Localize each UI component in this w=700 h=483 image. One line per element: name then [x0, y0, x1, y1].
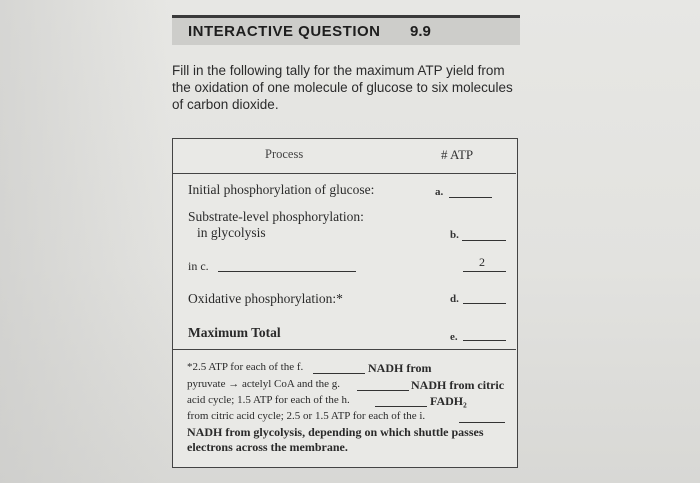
row-maximum-total: Maximum Total — [188, 325, 281, 340]
footnote-divider — [173, 349, 516, 350]
question-instructions — [172, 62, 532, 113]
row-initial-phosphorylation: Initial phosphorylation of glucose: — [188, 182, 375, 197]
footnote-text: acid cycle; 1.5 ATP for each of the h. — [187, 394, 350, 406]
row-in-c: in c. — [188, 259, 209, 273]
answer-blank-f[interactable] — [313, 373, 365, 374]
answer-blank-h[interactable] — [375, 406, 427, 407]
question-number: 9.9 — [410, 23, 431, 40]
row-substrate-level: Substrate-level phosphorylation: — [188, 209, 364, 224]
answer-blank-c[interactable] — [218, 271, 356, 272]
question-header — [172, 15, 520, 45]
answer-blank-a[interactable] — [449, 197, 492, 198]
footnote-text: NADH from glycolysis, depending on which shuttle passes — [187, 425, 484, 439]
answer-blank-b[interactable] — [462, 240, 506, 241]
column-header-atp: # ATP — [441, 147, 474, 162]
background-shadow — [0, 0, 170, 483]
answer-blank-g[interactable] — [357, 390, 409, 391]
answer-letter-b: b. — [450, 229, 459, 241]
question-title: INTERACTIVE QUESTION — [188, 23, 381, 40]
answer-blank-e[interactable] — [463, 340, 506, 341]
footnote-text: electrons across the membrane. — [187, 440, 348, 454]
answer-letter-a: a. — [435, 186, 444, 198]
answer-blank-d[interactable] — [463, 303, 506, 304]
instruction-line: of carbon dioxide. — [172, 97, 279, 112]
answer-underline-c — [463, 271, 506, 272]
answer-letter-e: e. — [450, 331, 458, 343]
footnote-text: FADH₂ — [430, 394, 467, 408]
answer-letter-d: d. — [450, 293, 459, 305]
row-substrate-glycolysis: in glycolysis — [197, 225, 266, 240]
footnote-text: from citric acid cycle; 2.5 or 1.5 ATP for each of the i. — [187, 410, 426, 422]
atp-tally-table — [172, 138, 518, 468]
answer-blank-i[interactable] — [459, 422, 505, 423]
footnote-text: NADH from — [368, 361, 432, 375]
footnote-text: pyruvate → actelyl CoA and the g. — [187, 378, 341, 390]
header-divider — [173, 173, 516, 174]
instruction-line: Fill in the following tally for the maximum ATP yield from — [172, 63, 505, 78]
footnote-text: *2.5 ATP for each of the f. — [187, 361, 304, 373]
row-oxidative-phosphorylation: Oxidative phosphorylation:* — [188, 291, 343, 306]
footnote-text: NADH from citric — [411, 378, 505, 392]
answer-value-c: 2 — [479, 255, 485, 269]
instruction-line: the oxidation of one molecule of glucose to six molecules — [172, 80, 513, 95]
column-header-process: Process — [265, 147, 304, 161]
